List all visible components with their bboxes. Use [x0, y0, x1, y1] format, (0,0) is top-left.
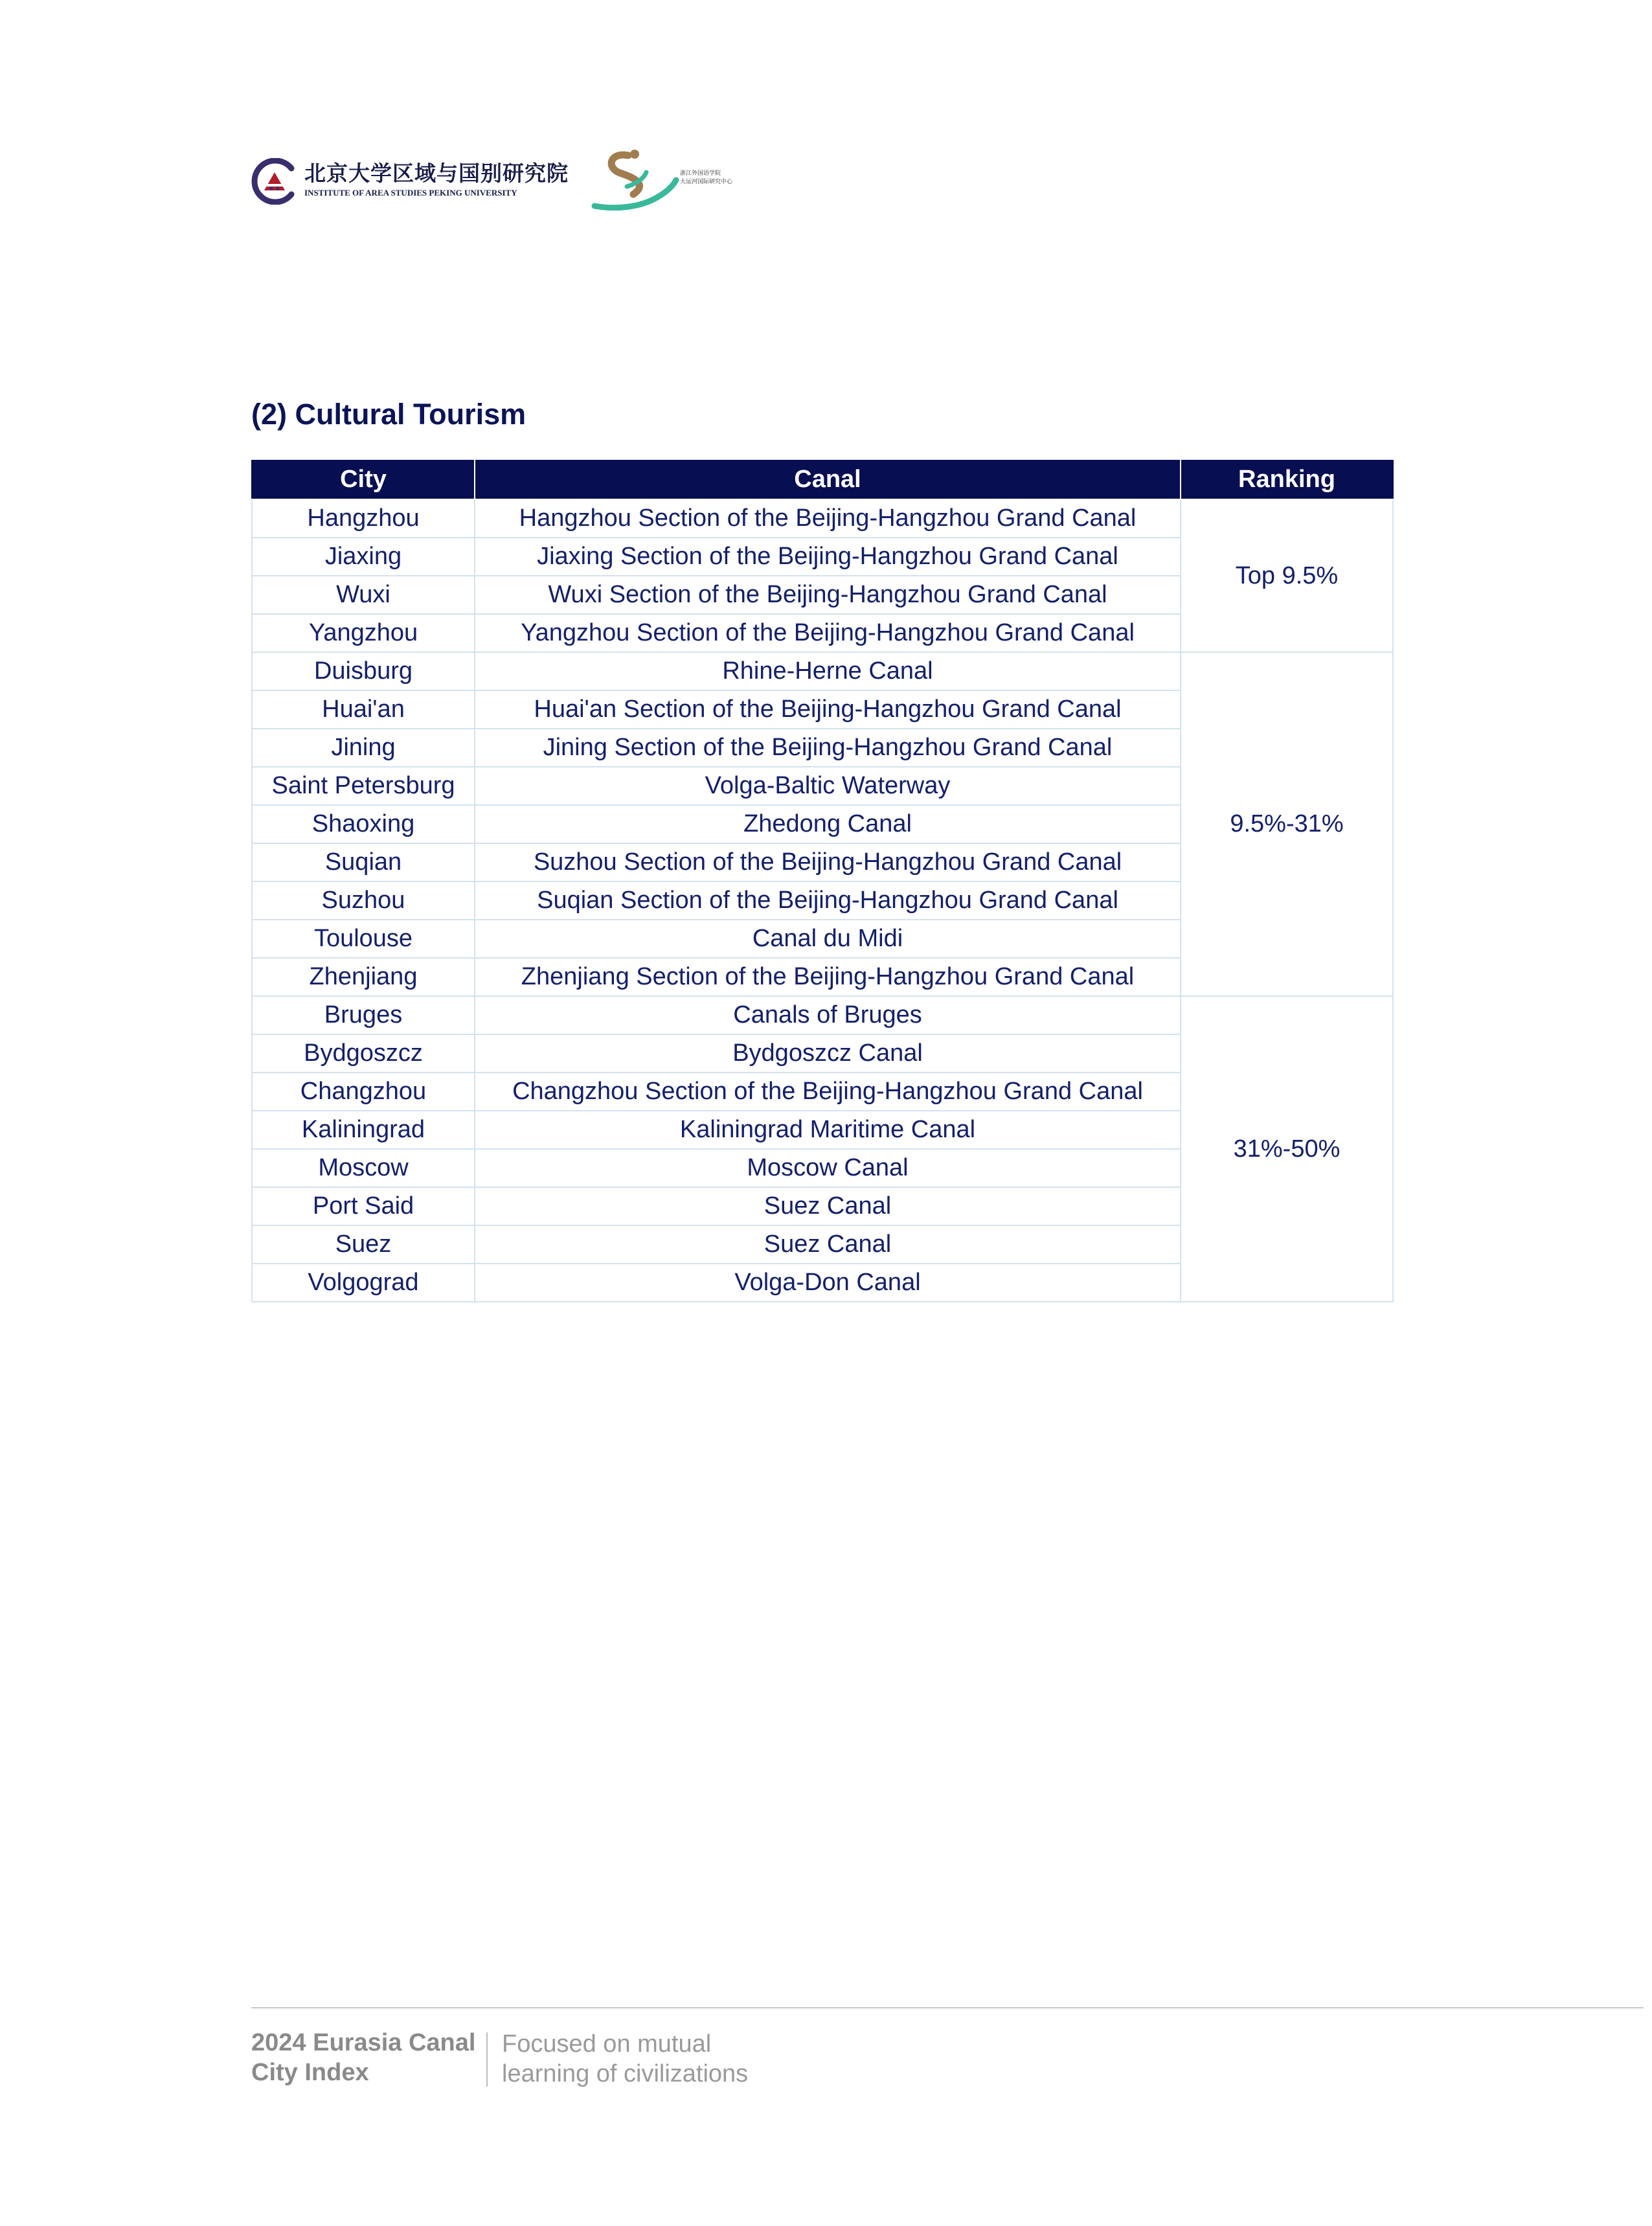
canal-cell: Kaliningrad Maritime Canal	[475, 1111, 1181, 1149]
city-cell: Port Said	[252, 1187, 475, 1225]
canal-center-logo	[591, 146, 746, 215]
city-cell: Huai'an	[252, 690, 475, 729]
canal-cell: Bydgoszcz Canal	[475, 1034, 1181, 1073]
city-cell: Bruges	[252, 996, 475, 1034]
city-cell: Suzhou	[252, 881, 475, 920]
canal-cell: Rhine-Herne Canal	[475, 652, 1181, 690]
canal-cell: Changzhou Section of the Beijing-Hangzhou Grand Canal	[475, 1073, 1181, 1111]
footer-title-line2: City Index	[251, 2059, 369, 2086]
city-cell: Jining	[252, 729, 475, 767]
canal-cell: Volga-Don Canal	[475, 1264, 1181, 1302]
header-canal: Canal	[475, 460, 1181, 499]
footer-title-line1: 2024 Eurasia Canal	[251, 2029, 476, 2056]
footer-tagline-line1: Focused on mutual	[502, 2030, 712, 2058]
table-row	[252, 499, 1393, 538]
canal-cell: Jiaxing Section of the Beijing-Hangzhou Grand Canal	[475, 538, 1181, 576]
canal-cell: Canals of Bruges	[475, 996, 1181, 1034]
ranking-cell: 31%-50%	[1181, 996, 1393, 1302]
canal-swirl-icon	[591, 146, 681, 215]
ranking-cell: Top 9.5%	[1181, 499, 1393, 652]
canal-cell: Moscow Canal	[475, 1149, 1181, 1187]
table-row	[252, 652, 1393, 690]
canal-center-name	[680, 170, 732, 187]
canal-center-name-line1: 浙江外国语学院	[680, 170, 721, 177]
city-cell: Jiaxing	[252, 538, 475, 576]
canal-cell: Zhenjiang Section of the Beijing-Hangzhou Grand Canal	[475, 958, 1181, 996]
city-cell: Bydgoszcz	[252, 1034, 475, 1073]
table-header-row	[252, 460, 1393, 499]
footer-separator	[486, 2032, 488, 2087]
city-cell: Yangzhou	[252, 614, 475, 652]
city-cell: Moscow	[252, 1149, 475, 1187]
canal-cell: Hangzhou Section of the Beijing-Hangzhou Grand Canal	[475, 499, 1181, 538]
table-row	[252, 996, 1393, 1034]
city-cell: Wuxi	[252, 576, 475, 614]
footer-report-title	[251, 2028, 475, 2087]
canal-cell: Yangzhou Section of the Beijing-Hangzhou Grand Canal	[475, 614, 1181, 652]
footer-tagline	[502, 2029, 748, 2089]
canal-cell: Canal du Midi	[475, 920, 1181, 958]
pku-institute-logo	[251, 155, 569, 210]
footer-tagline-line2: learning of civilizations	[502, 2060, 749, 2087]
city-cell: Kaliningrad	[252, 1111, 475, 1149]
city-cell: Hangzhou	[252, 499, 475, 538]
section-title: (2) Cultural Tourism	[251, 398, 526, 431]
cultural-tourism-table	[251, 460, 1394, 1302]
institute-name-cn: 北京大学区域与国别研究院	[304, 161, 569, 186]
pku-emblem-icon	[251, 158, 298, 205]
canal-center-name-line2: 大运河国际研究中心	[680, 179, 733, 185]
header-ranking: Ranking	[1181, 460, 1393, 499]
canal-cell: Huai'an Section of the Beijing-Hangzhou Grand Canal	[475, 690, 1181, 729]
institute-name-en: INSTITUTE OF AREA STUDIES PEKING UNIVERSITY	[304, 188, 517, 198]
city-cell: Volgograd	[252, 1264, 475, 1302]
canal-cell: Suez Canal	[475, 1187, 1181, 1225]
city-cell: Saint Petersburg	[252, 767, 475, 805]
city-cell: Changzhou	[252, 1073, 475, 1111]
canal-cell: Volga-Baltic Waterway	[475, 767, 1181, 805]
footer-divider	[251, 2007, 1644, 2008]
ranking-cell: 9.5%-31%	[1181, 652, 1393, 996]
city-cell: Duisburg	[252, 652, 475, 690]
city-cell: Shaoxing	[252, 805, 475, 843]
canal-cell: Jining Section of the Beijing-Hangzhou Grand Canal	[475, 729, 1181, 767]
city-cell: Toulouse	[252, 920, 475, 958]
canal-cell: Suqian Section of the Beijing-Hangzhou Grand Canal	[475, 881, 1181, 920]
canal-cell: Suez Canal	[475, 1225, 1181, 1264]
header-city: City	[252, 460, 475, 499]
city-cell: Suez	[252, 1225, 475, 1264]
city-cell: Suqian	[252, 843, 475, 881]
canal-cell: Wuxi Section of the Beijing-Hangzhou Grand Canal	[475, 576, 1181, 614]
canal-cell: Suzhou Section of the Beijing-Hangzhou Grand Canal	[475, 843, 1181, 881]
canal-cell: Zhedong Canal	[475, 805, 1181, 843]
city-cell: Zhenjiang	[252, 958, 475, 996]
